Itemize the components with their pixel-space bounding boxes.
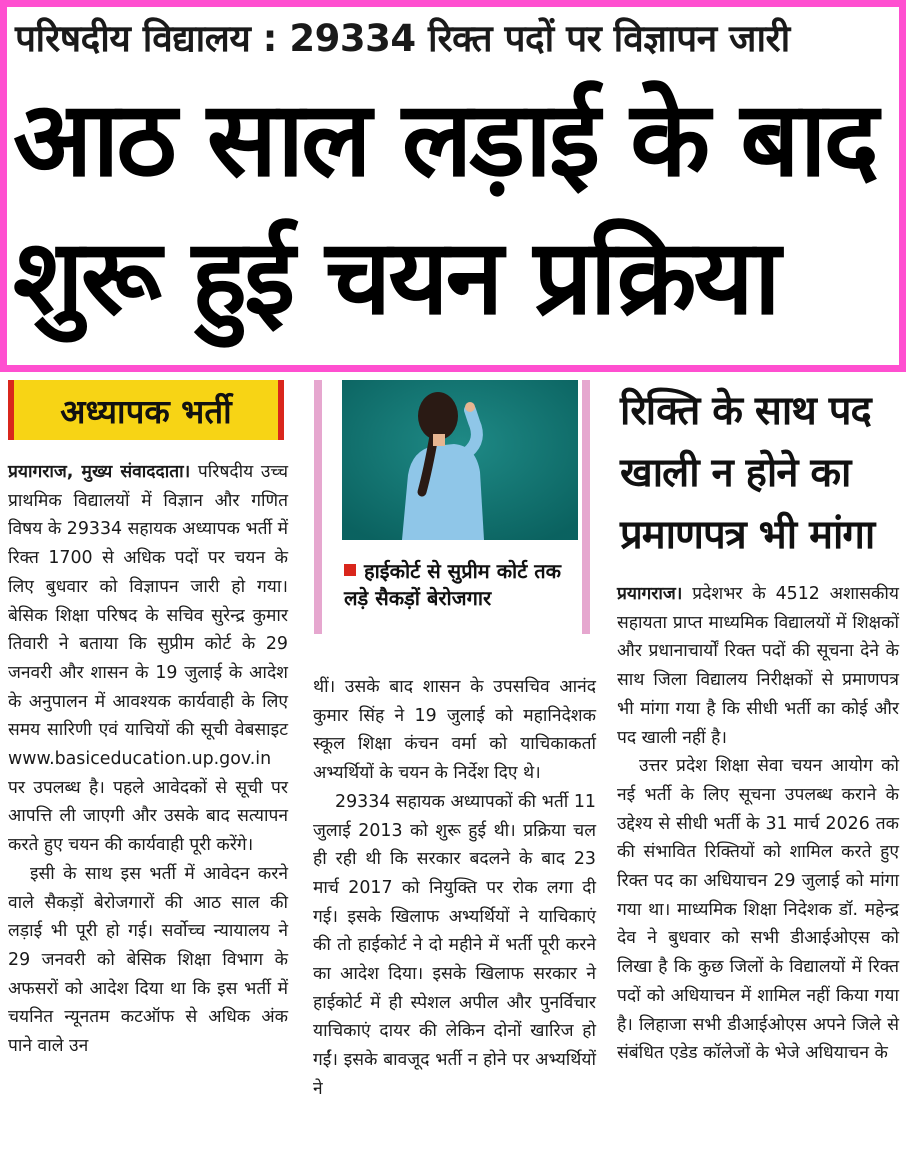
- photo-caption: [344, 558, 584, 612]
- main-story-paragraph-1-text: परिषदीय उच्च प्राथमिक विद्यालयों में विज्ञान और गणित विषय के 29334 सहायक अध्यापक भर्ती में रिक्त 1700 से अधिक पदों पर चयन के लिए बुधवार को विज्ञापन जारी हो गया। बेसिक शिक्षा परिषद के सचिव सुरेन्द्र कुमार तिवारी ने बताया कि सुप्रीम कोर्ट के 29 जनवरी और शासन के 19 जुलाई के आदेश के अनुपालन में आवश्यक कार्यवाही के लिए समय सारिणी एवं याचियों की सूची वेबसाइट www.basiceducation.up.gov.in पर उपलब्ध है। पहले आवेदकों से सूची पर आपत्ति ली जाएगी और उसके बाद सत्यापन करते हुए चयन की कार्यवाही पूरी करेंगे।: [8, 462, 288, 856]
- caption-bullet-icon: [344, 564, 356, 576]
- side-story-column: [617, 580, 899, 1068]
- main-story-column-1: [8, 458, 288, 1061]
- photo-caption-text: हाईकोर्ट से सुप्रीम कोर्ट तक लड़े सैकड़ों बेरोजगार: [344, 559, 562, 610]
- main-story-column-2-paragraph-1: थीं। उसके बाद शासन के उपसचिव आनंद कुमार सिंह ने 19 जुलाई को महानिदेशक स्कूल शिक्षा कंचन वर्मा को याचिकाकर्ता अभ्यर्थियों के चयन के निर्देश दिए थे।: [313, 677, 596, 784]
- main-story-column-2-paragraph-2: 29334 सहायक अध्यापकों की भर्ती 11 जुलाई 2013 को शुरू हुई थी। प्रक्रिया चल ही रही थी कि सरकार बदलने के बाद 23 मार्च 2017 को नियुक्ति पर रोक लगा दी गई। इसके खिलाफ अभ्यर्थियों ने याचिकाएं की तो हाईकोर्ट ने दो महीने में भर्ती पूरी करने का आदेश दिया। इसके खिलाफ सरकार ने हाईकोर्ट में ही स्पेशल अपील और पुनर्विचार याचिकाएं दायर की लेकिन दोनों खारिज हो गईं। इसके बावजूद भर्ती न होने पर अभ्यर्थियों ने: [313, 791, 596, 1099]
- photo-box: [314, 380, 590, 634]
- main-story-paragraph-2: इसी के साथ इस भर्ती में आवेदन करने वाले सैकड़ों बेरोजगारों की आठ साल की लड़ाई भी पूरी हो गई। सर्वोच्च न्यायालय ने 29 जनवरी को बेसिक शिक्षा विभाग के अफसरों को आदेश दिया था कि इस भर्ती में चयनित न्यूनतम कटऑफ से अधिक अंक पाने वाले उन: [8, 863, 288, 1057]
- teacher-illustration-icon: [342, 380, 578, 540]
- headline-kicker: परिषदीय विद्यालय : 29334 रिक्त पदों पर विज्ञापन जारी: [15, 17, 790, 60]
- side-story-dateline: प्रयागराज।: [617, 584, 683, 604]
- side-story-paragraph-2: उत्तर प्रदेश शिक्षा सेवा चयन आयोग को नई भर्ती के लिए सूचना उपलब्ध कराने के उद्देश्य से सीधी भर्ती के 31 मार्च 2026 तक की संभावित रिक्तियों को शामिल करते हुए रिक्त पद का अधियाचन 29 जुलाई को मांगा गया था। माध्यमिक शिक्षा निदेशक डॉ. महेन्द्र देव ने बुधवार को सभी डीआईओएस को लिखा है कि कुछ जिलों के विद्यालयों में रिक्त पदों को अधियाचन में शामिल नहीं किया गया है। लिहाजा सभी डीआईओएस अपने जिले से संबंधित एडेड कॉलेजों के भेजे अधियाचन के: [617, 756, 899, 1064]
- section-tag: अध्यापक भर्ती: [8, 380, 284, 440]
- headline-title-line-1: आठ साल लड़ाई के बाद: [13, 78, 876, 200]
- headline-box: [0, 0, 906, 372]
- main-story-column-2: [313, 673, 596, 1104]
- main-story-dateline: प्रयागराज, मुख्य संवाददाता।: [8, 462, 191, 482]
- teacher-at-blackboard-photo: [342, 380, 578, 540]
- side-story-paragraph-1-text: प्रदेशभर के 4512 अशासकीय सहायता प्राप्त माध्यमिक विद्यालयों में शिक्षकों और प्रधानाचार्यों रिक्त पदों की सूचना देने के साथ जिला विद्यालय निरीक्षकों से प्रमाणपत्र भी मांगा गया है कि सीधी भर्ती का कोई और पद खाली नहीं है।: [617, 584, 899, 748]
- side-story-paragraph-1: [617, 580, 899, 752]
- headline-title-line-2: शुरू हुई चयन प्रक्रिया: [13, 216, 778, 338]
- main-story-paragraph-1: [8, 458, 288, 860]
- side-story-title: रिक्ति के साथ पद खाली न होने का प्रमाणपत्र भी मांगा: [620, 388, 875, 558]
